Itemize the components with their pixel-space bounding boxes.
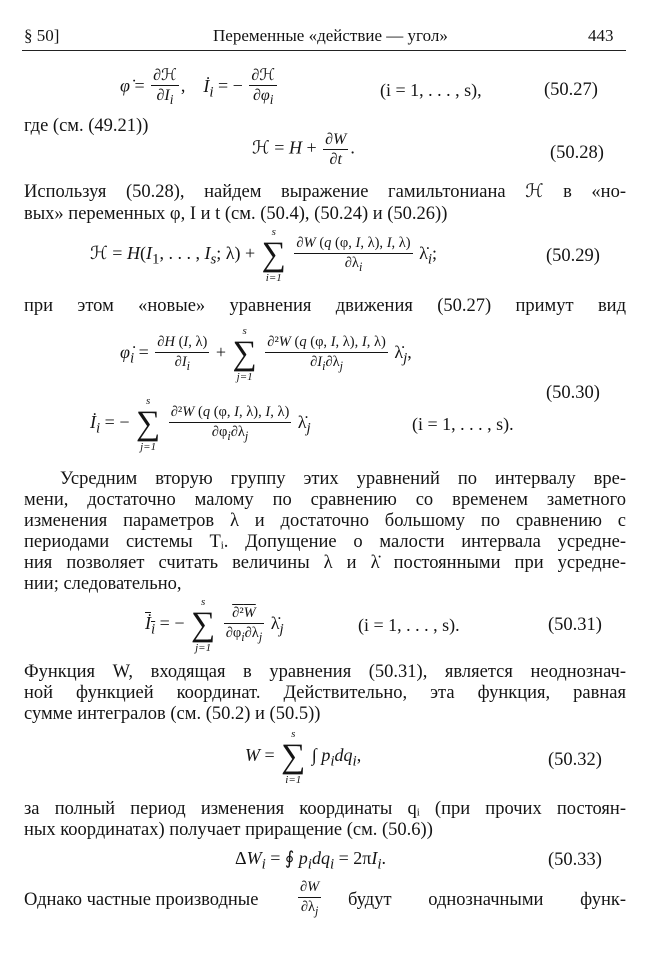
paragraph-3-line-6: нии; следовательно, [24, 574, 182, 594]
equation-50-29: ℋ = $H(I_1$, . . . , $I_s$; λ) + s ∑ i=1 $\frac{\partial W (q (\varphi, I, \lambda), I, \lambda)}{\partial\lambda_i}$ $\lambdȧ_i$; [90, 226, 438, 284]
equation-50-30-range: (i = 1, . . . , s). [412, 414, 514, 434]
paragraph-3-line-1: Усредним вторую группу этих уравнений по интервалу вре- [60, 469, 626, 489]
equation-50-33: $\Delta W_i$ = ∮ $p_idq_i = 2\pi I_i$. [235, 848, 387, 873]
inline-fraction-dW-dlambda: $\frac{\partial W}{\partial\lambda_j}$ [300, 879, 320, 918]
paragraph-6-end: будут однозначными функ- [348, 890, 626, 910]
equation-number-50-27: (50.27) [544, 80, 598, 100]
paragraph-2: при этом «новые» уравнения движения (50.27) примут вид [24, 296, 626, 316]
equation-number-50-29: (50.29) [546, 246, 600, 266]
paragraph-4-line-1: Функция W, входящая в уравнения (50.31), является неоднознач- [24, 662, 626, 682]
page-number: 443 [588, 26, 614, 45]
header-rule [22, 50, 626, 51]
equation-number-50-32: (50.32) [548, 750, 602, 770]
equation-number-50-31: (50.31) [548, 615, 602, 635]
text-where: где (см. (49.21)) [24, 116, 149, 136]
paragraph-5-line-2: ных координатах) получает приращение (см. (50.6)) [24, 820, 433, 840]
equation-50-30-line-2: $İ_i$ = − s ∑ j=1 $\frac{\text{∂²W (q (φ, I, λ), I, λ)}}{\partial\varphi_i\partial\lambda_j}$ $\lambdȧ_j$ [90, 395, 311, 453]
paragraph-1-line-1: Используя (50.28), найдем выражение гамильтониана ℋ в «но- [24, 182, 626, 202]
paragraph-3-line-2: мени, достаточно малому по сравнению со временем заметного [24, 490, 626, 510]
paragraph-6-start: Однако частные производные [24, 890, 259, 910]
equation-50-27-range: (i = 1, . . . , s), [380, 80, 482, 100]
equation-50-28: ℋ = H + $\frac{\partial W}{\partial t}$ . [252, 131, 355, 168]
equation-50-27: φ̇ = $\frac{\text{∂ℋ}}{\partial I_i}$ , $İ_i$ = − $\frac{\text{∂ℋ}}{\partial\varphi_i}$ [120, 67, 276, 108]
equation-number-50-30: (50.30) [546, 383, 600, 403]
equation-number-50-33: (50.33) [548, 850, 602, 870]
equation-50-31: $İ_i$ = − s ∑ j=1 $\frac{\text{∂²W}}{\partial\varphi_i\partial\lambda_j}$ $\lambdȧ_j$ [145, 596, 284, 654]
paragraph-5-line-1: за полный период изменения координаты qᵢ (при прочих постоян- [24, 799, 626, 819]
equation-50-31-range: (i = 1, . . . , s). [358, 615, 460, 635]
paragraph-4-line-3: сумме интегралов (см. (50.2) и (50.5)) [24, 704, 321, 724]
paragraph-3-line-5: ния позволяет считать величины λ и λ̇ постоянными при усредне- [24, 553, 626, 573]
paragraph-3-line-3: изменения параметров λ и достаточно большому по сравнению с [24, 511, 626, 531]
paragraph-1-line-2: вых» переменных φ, I и t (см. (50.4), (50.24) и (50.26)) [24, 204, 448, 224]
equation-50-30-line-1: $\varphi̇_i$ = $\frac{\partial H (I, \lambda)}{\partial I_i}$ + s ∑ j=1 $\frac{\text{∂²W (q (φ, I, λ), I, λ)}}{\partial I_i\partial\lambda_j}$ $\lambdȧ_j$, [120, 325, 412, 383]
equation-number-50-28: (50.28) [550, 143, 604, 163]
section-marker: § 50] [24, 26, 60, 45]
paragraph-3-line-4: периодами системы Tᵢ. Допущение о малости интервала усредне- [24, 532, 626, 552]
paragraph-4-line-2: ной функцией координат. Действительно, эта функция, равная [24, 683, 626, 703]
equation-50-32: W = s ∑ i=1 ∫ $p_idq_i$, [245, 728, 362, 786]
running-title: Переменные «действие — угол» [213, 26, 448, 45]
